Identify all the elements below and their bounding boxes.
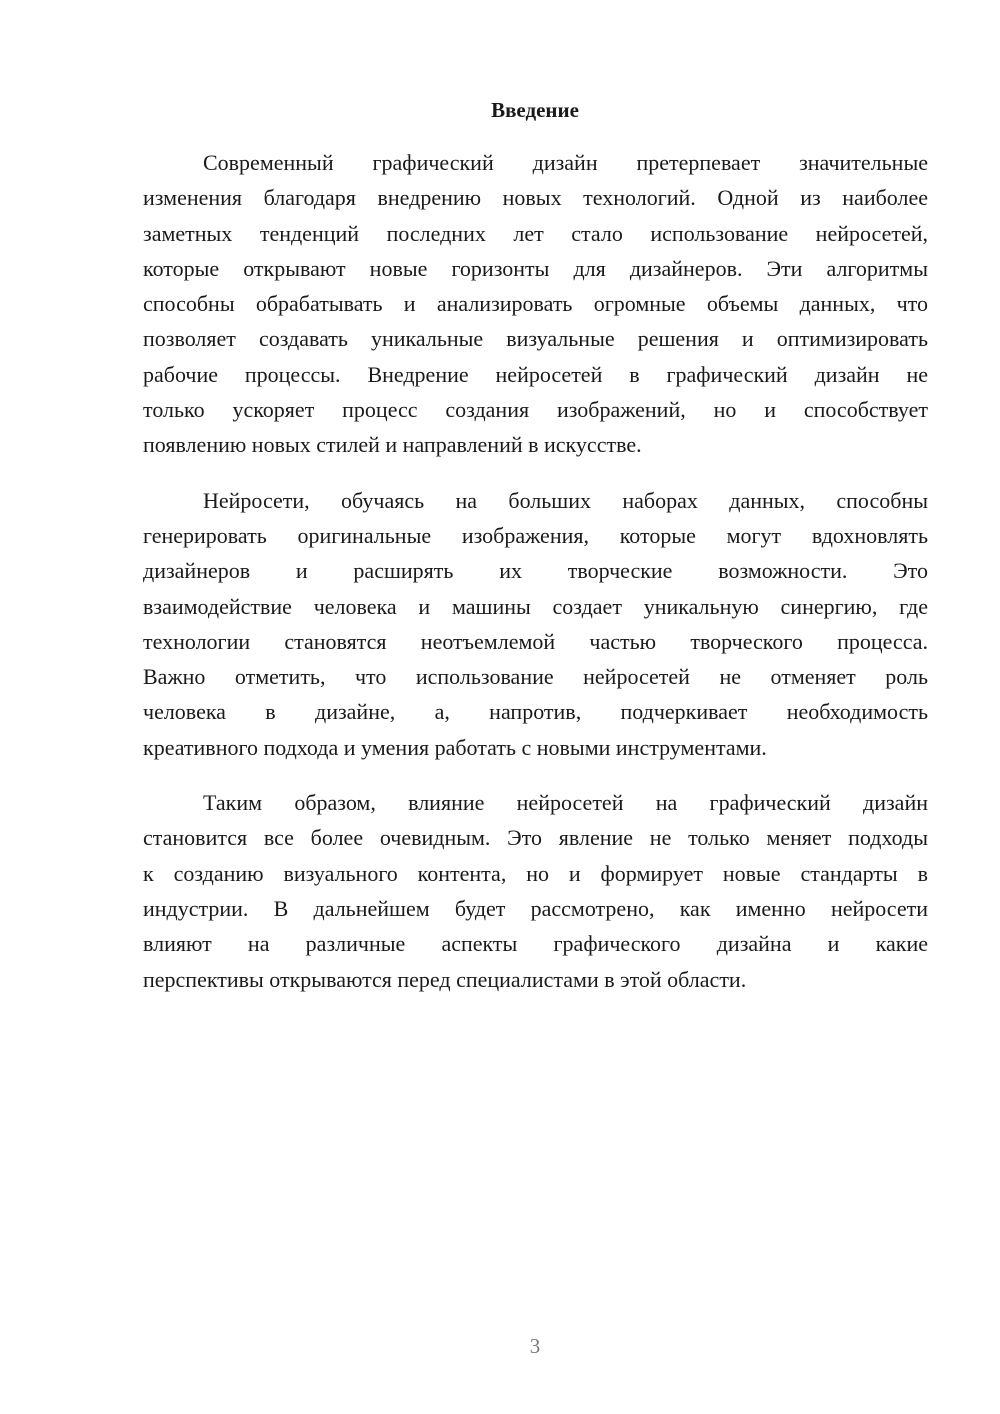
text-line: креативного подхода и умения работать с новыми инструментами. — [143, 734, 767, 760]
text-line: Современный графический дизайн претерпевает значительные — [203, 150, 928, 175]
text-line: дизайнеров и расширять их творческие возможности. Это — [143, 558, 928, 584]
paragraph — [143, 483, 928, 765]
text-line: влияют на различные аспекты графического дизайна и какие — [143, 931, 928, 957]
document-body — [143, 145, 928, 1017]
text-line: становится все более очевидным. Это явление не только меняет подходы — [143, 825, 928, 851]
paragraph — [143, 785, 928, 997]
text-line: изменения благодаря внедрению новых технологий. Одной из наиболее — [143, 185, 928, 211]
text-line: Таким образом, влияние нейросетей на графический дизайн — [203, 790, 928, 816]
page-number: 3 — [529, 1334, 541, 1358]
text-line: рабочие процессы. Внедрение нейросетей в графический дизайн не — [143, 361, 928, 387]
text-line: Нейросети, обучаясь на больших наборах данных, способны — [203, 487, 928, 513]
text-line: способны обрабатывать и анализировать огромные объемы данных, что — [143, 291, 928, 317]
text-line: Важно отметить, что использование нейросетей не отменяет роль — [143, 664, 928, 690]
text-line: человека в дизайне, а, напротив, подчеркивает необходимость — [143, 699, 928, 725]
section-title: Введение — [491, 98, 579, 122]
text-line: заметных тенденций последних лет стало использование нейросетей, — [143, 220, 928, 246]
text-line: взаимодействие человека и машины создает уникальную синергию, где — [143, 593, 928, 619]
text-line: к созданию визуального контента, но и формирует новые стандарты в — [143, 860, 928, 886]
text-line: индустрии. В дальнейшем будет рассмотрено, как именно нейросети — [143, 895, 928, 921]
text-line: позволяет создавать уникальные визуальные решения и оптимизировать — [143, 326, 928, 352]
text-line: появлению новых стилей и направлений в искусстве. — [143, 432, 642, 458]
text-line: которые открывают новые горизонты для дизайнеров. Эти алгоритмы — [143, 255, 928, 281]
text-line: генерировать оригинальные изображения, которые могут вдохновлять — [143, 522, 928, 548]
paragraph — [143, 145, 928, 463]
text-line: только ускоряет процесс создания изображений, но и способствует — [143, 397, 928, 423]
text-line: перспективы открываются перед специалистами в этой области. — [143, 966, 747, 992]
text-line: технологии становятся неотъемлемой частью творческого процесса. — [143, 628, 928, 654]
